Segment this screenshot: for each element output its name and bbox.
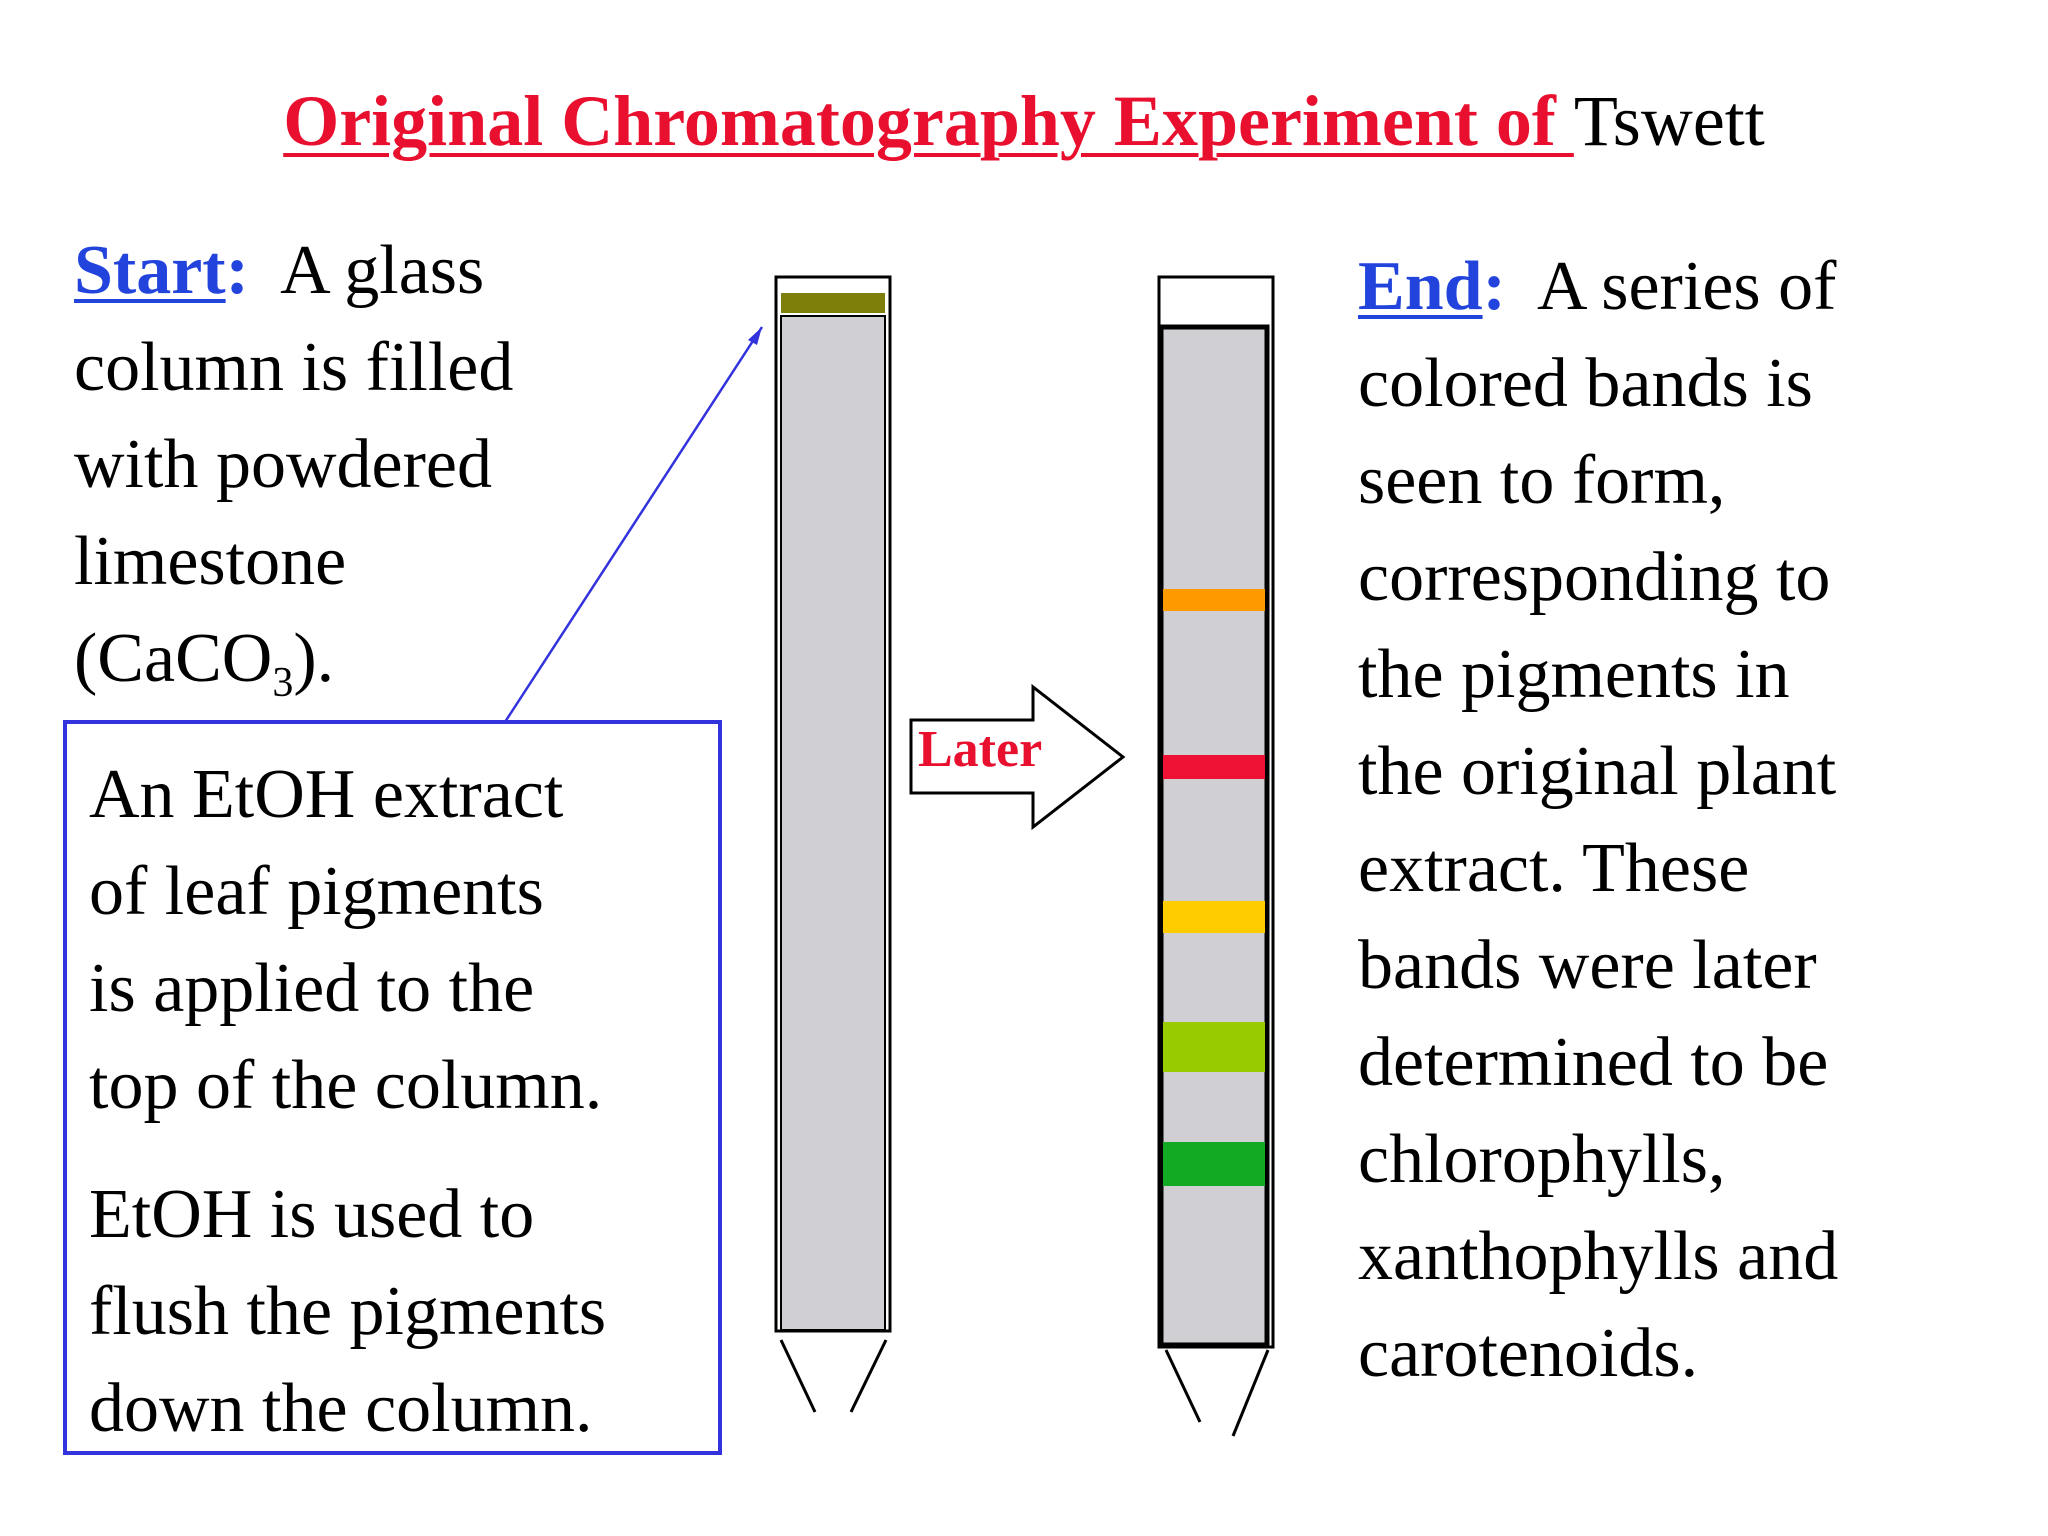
start-formula: (CaCO$_3$). xyxy=(74,620,335,706)
start-description: Start: A glass column is filled with powdered limestone (CaCO$_3$). xyxy=(74,232,514,706)
end-column-tip xyxy=(1166,1350,1200,1422)
band-green xyxy=(1163,1142,1265,1186)
start-column-tip xyxy=(781,1340,815,1412)
band-yellow xyxy=(1163,901,1265,933)
title-name: Tswett xyxy=(1573,81,1765,161)
start-pigment-band xyxy=(781,293,885,313)
extract-paragraph-1: An EtOH extract of leaf pigments is applied to the top of the column. xyxy=(89,756,603,1124)
title-main: Original Chromatography Experiment of xyxy=(283,81,1574,161)
band-orange xyxy=(1163,589,1265,611)
end-column xyxy=(1159,277,1273,1436)
pointer-arrowhead xyxy=(748,327,762,345)
start-line: A glass xyxy=(280,232,485,309)
extract-paragraph-2: EtOH is used to flush the pigments down the column. xyxy=(89,1176,607,1447)
end-keyword: End xyxy=(1358,248,1483,325)
later-label: Later xyxy=(918,721,1043,778)
start-column-packing xyxy=(781,316,885,1330)
pointer-line xyxy=(505,327,762,722)
start-column-tip xyxy=(851,1340,886,1412)
start-column xyxy=(776,277,890,1412)
start-line: limestone xyxy=(74,523,347,600)
band-red xyxy=(1163,755,1265,779)
start-line: with powdered xyxy=(74,426,492,503)
end-column-packing xyxy=(1161,327,1267,1345)
end-description: End: A series of colored bands is seen to form, corresponding to the pigments in the original plant extract. These bands were later determined to be chlorophylls, xanthophylls and carotenoids. xyxy=(1358,248,1839,1392)
band-lime xyxy=(1163,1022,1265,1072)
start-keyword: Start xyxy=(74,232,226,309)
end-column-tip xyxy=(1233,1350,1268,1436)
start-line: column is filled xyxy=(74,329,514,406)
